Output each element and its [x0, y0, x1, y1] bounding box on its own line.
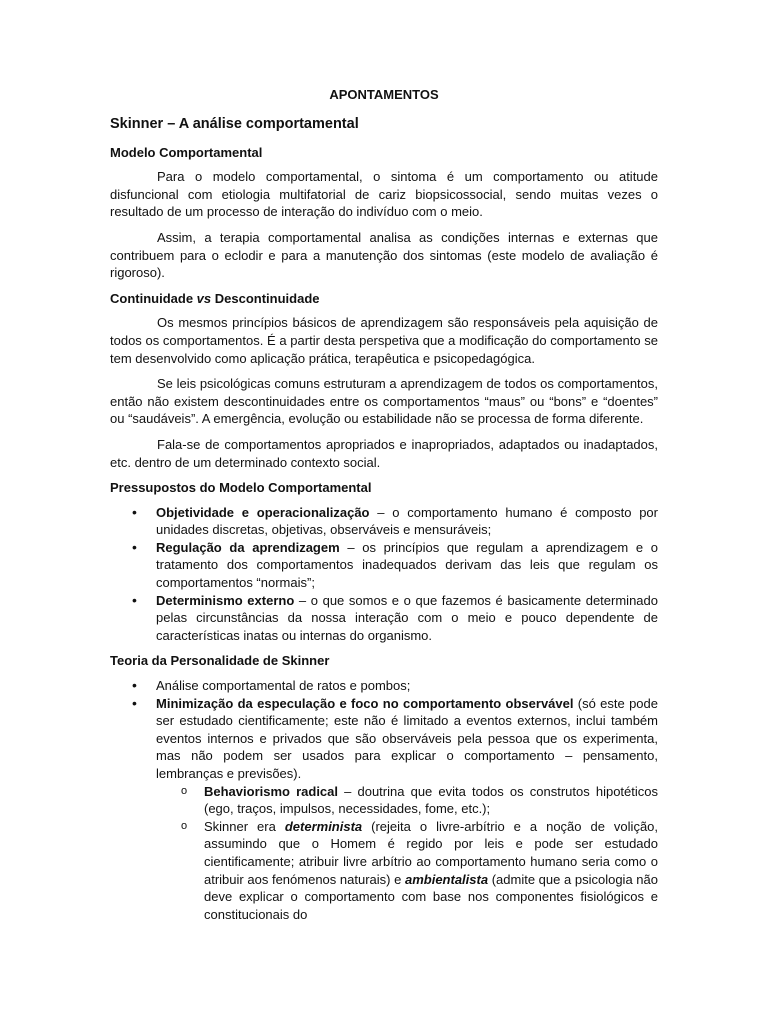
section-heading-continuidade: Continuidade vs Descontinuidade: [110, 290, 320, 306]
list-item: • Análise comportamental de ratos e pombos;: [110, 677, 658, 695]
sub-list-item: o Skinner era determinista (rejeita o livre-arbítrio e a noção de volição, assumindo que o Homem é regido por leis e pode ser estudado cientificamente; atribuir livre arbítrio ao comportamento humano seria como o atribuir aos fenómenos naturais) e ambientalista (admite que a psicologia não deve explicar o comportamento com base nos componentes fisiológicos e constitucionais do: [156, 818, 658, 924]
bullet-list: [110, 677, 658, 923]
section-heading-pressupostos: Pressupostos do Modelo Comportamental: [110, 480, 372, 496]
sub-list-item: o Behaviorismo radical – doutrina que evita todos os construtos hipotéticos (ego, traços, impulsos, necessidades, fome, etc.);: [156, 783, 658, 818]
document-title: APONTAMENTOS: [329, 87, 439, 102]
list-item: • Objetividade e operacionalização – o comportamento humano é composto por unidades discretas, objetivas, observáveis e mensuráveis;: [110, 504, 658, 539]
list-item: • Determinismo externo – o que somos e o que fazemos é basicamente determinado pelas circunstâncias da nossa interação com o meio e pouco dependente de características inatas ou internas do organismo.: [110, 592, 658, 645]
main-heading: Skinner – A análise comportamental: [110, 115, 359, 132]
bullet-list: [110, 504, 658, 645]
sub-list: [156, 783, 658, 924]
list-item: • Regulação da aprendizagem – os princípios que regulam a aprendizagem e o tratamento dos comportamentos inadequados derivam das leis que regulam os comportamentos “normais”;: [110, 539, 658, 592]
document-page: [110, 86, 658, 931]
section-heading-modelo: Modelo Comportamental: [110, 144, 263, 160]
paragraph: Assim, a terapia comportamental analisa as condições internas e externas que contribuem para o eclodir e para a manutenção dos sintomas (este modelo de avaliação é rigoroso).: [110, 229, 658, 281]
paragraph: Os mesmos princípios básicos de aprendizagem são responsáveis pela aquisição de todos os comportamentos. É a partir desta perspetiva que a modificação do comportamento se tem desenvolvido como aplicação prática, terapêutica e psicopedagógica.: [110, 315, 658, 366]
paragraph: Para o modelo comportamental, o sintoma é um comportamento ou atitude disfuncional com etiologia multifatorial de cariz biopsicossocial, sendo muitas vezes o resultado de um processo de interação do indivíduo com o meio.: [110, 169, 658, 220]
paragraph: Fala-se de comportamentos apropriados e inapropriados, adaptados ou inadaptados, etc. dentro de um determinado contexto social.: [110, 436, 658, 470]
section-heading-teoria: Teoria da Personalidade de Skinner: [110, 653, 330, 669]
list-item: • Minimização da especulação e foco no comportamento observável (só este pode ser estudado cientificamente; este não é limitado a eventos externos, inclui também eventos internos e privados que são observáveis pela pessoa que os experimenta, mas não podem ser usados para explicar o comportamento – pensamento, lembranças e previsões). o Behaviorismo radical – doutrina que evita todos os construtos hipotéticos (ego, traços, impulsos, necessidades, fome, etc.); o Skinner era determinista (rejeita o livre-arbítrio e a noção de volição, assumindo que o Homem é regido por leis e pode ser estudado cientificamente; atribuir livre arbítrio ao comportamento humano seria como o atribuir aos fenómenos naturais) e ambientalista (admite que a psicologia não deve explicar o comportamento com base nos componentes fisiológicos e constitucionais do: [110, 695, 658, 924]
paragraph: Se leis psicológicas comuns estruturam a aprendizagem de todos os comportamentos, então não existem descontinuidades entre os comportamentos “maus” ou “bons” e “doentes” ou “saudáveis”. A emergência, evolução ou estabilidade não se processa de forma diferente.: [110, 376, 658, 427]
